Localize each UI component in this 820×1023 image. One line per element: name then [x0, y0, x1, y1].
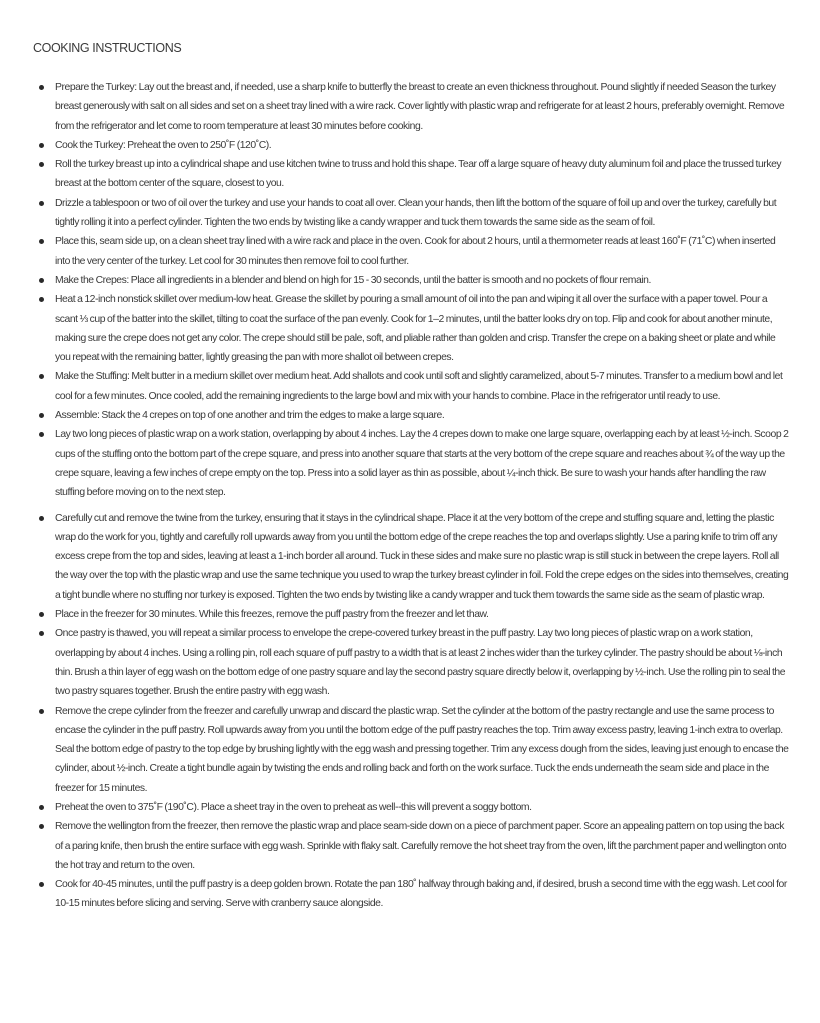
instruction-step: [0, 798, 820, 817]
bullet-icon: [39, 374, 44, 379]
instruction-text: Remove the crepe cylinder from the freezer and carefully unwrap and discard the plastic wrap. Set the cylinder at the bottom of the pastry rectangle and use the same process to encase the cylinder in the puff pastry. Roll upwards away from you until the bottom edge of the puff pastry reaches the top. Trim away excess pastry, leaving 1-inch extra to overlap. Seal the bottom edge of pastry to the top edge by brushing lightly with the egg wash and pressing together. Trim any excess dough from the sides, leaving just enough to encase the cylinder, about ½-inch. Create a tight bundle again by twisting the ends and rolling back and forth on the work surface. Tuck the ends underneath the seam side and place in the freezer for 15 minutes.: [55, 705, 789, 794]
instruction-step: [0, 605, 820, 624]
instruction-text: Once pastry is thawed, you will repeat a similar process to envelope the crepe-covered turkey breast in the puff pastry. Lay two long pieces of plastic wrap on a work station, overlapping by about 4 inches. Using a rolling pin, roll each square of puff pastry to a width that is at least 2 inches wider than the turkey cylinder. The pastry should be about ⅛-inch thin. Brush a thin layer of egg wash on the bottom edge of one pastry square and lay the second pastry square directly below it, overlapping by ½-inch. Use the rolling pin to seal the two pastry squares together. Brush the entire pastry with egg wash.: [55, 628, 786, 698]
instruction-text: Roll the turkey breast up into a cylindrical shape and use kitchen twine to truss and hold this shape. Tear off a large square of heavy duty aluminum foil and place the trussed turkey breast at the bottom center of the square, closest to you.: [55, 159, 782, 190]
instruction-step: [0, 875, 820, 914]
instruction-text: Lay two long pieces of plastic wrap on a work station, overlapping by about 4 inches. Lay the 4 crepes down to make one large square, overlapping each by at least ½-inch. Scoop 2 cups of the stuffing onto the bottom part of the crepe square, and press into another square that starts at the very bottom of the crepe square and reaches about ¾ of the way up the crepe square, leaving a few inches of crepe empty on the top. Press into a solid layer as thin as possible, about ¼-inch thick. Be sure to wash your hands after handling the raw stuffing before moving on to the next step.: [55, 429, 789, 499]
instruction-text: Remove the wellington from the freezer, then remove the plastic wrap and place seam-side down on a piece of parchment paper. Score an appealing pattern on top using the back of a paring knife, then brush the entire surface with egg wash. Sprinkle with flaky salt. Carefully remove the hot sheet tray from the oven, lift the parchment paper and wellington onto the hot tray and return to the oven.: [55, 821, 787, 871]
bullet-icon: [39, 162, 44, 167]
instruction-text: Preheat the oven to 375˚F (190˚C). Place a sheet tray in the oven to preheat as well--this will prevent a soggy bottom.: [55, 801, 532, 813]
instruction-text: Prepare the Turkey: Lay out the breast and, if needed, use a sharp knife to butterfly the breast to create an even thickness throughout. Pound slightly if needed Season the turkey breast generously with salt on all sides and set on a sheet tray lined with a wire rack. Cover lightly with plastic wrap and refrigerate for at least 2 hours, preferably overnight. Remove from the refrigerator and let come to room temperature at least 30 minutes before cooking.: [55, 82, 785, 132]
instruction-step: [0, 817, 820, 875]
instruction-text: Make the Crepes: Place all ingredients in a blender and blend on high for 15 - 30 seconds, until the batter is smooth and no pockets of flour remain.: [55, 274, 651, 286]
instruction-step: [0, 78, 820, 136]
bullet-icon: [39, 85, 44, 90]
instruction-text: Assemble: Stack the 4 crepes on top of one another and trim the edges to make a large square.: [55, 410, 445, 422]
instruction-text: Place this, seam side up, on a clean sheet tray lined with a wire rack and place in the oven. Cook for about 2 hours, until a thermometer reads at least 160˚F (71˚C) when inserted into the very center of the turkey. Let cool for 30 minutes then remove foil to cool further.: [55, 236, 776, 267]
bullet-icon: [39, 516, 44, 521]
instruction-step: [0, 290, 820, 367]
bullet-icon: [39, 201, 44, 206]
bullet-icon: [39, 805, 44, 810]
bullet-icon: [39, 143, 44, 148]
instruction-step: [0, 194, 820, 233]
instruction-step: [0, 702, 820, 798]
bullet-icon: [39, 297, 44, 302]
instruction-text: Make the Stuffing: Melt butter in a medium skillet over medium heat. Add shallots and cook until soft and slightly caramelized, about 5-7 minutes. Transfer to a medium bowl and let cool for a few minutes. Once cooled, add the remaining ingredients to the large bowl and mix with your hands to combine. Place in the refrigerator until ready to use.: [55, 371, 783, 402]
instruction-text: Place in the freezer for 30 minutes. While this freezes, remove the puff pastry from the freezer and let thaw.: [55, 609, 489, 621]
instruction-step: [0, 406, 820, 425]
instruction-step: [0, 509, 820, 605]
bullet-icon: [39, 612, 44, 617]
instruction-step: [0, 425, 820, 502]
bullet-icon: [39, 239, 44, 244]
instruction-step: [0, 232, 820, 271]
instruction-text: Drizzle a tablespoon or two of oil over the turkey and use your hands to coat all over. Clean your hands, then lift the bottom of the square of foil up and over the turkey, carefully but tightly rolling it into a perfect cylinder. Tighten the two ends by twisting like a candy wrapper and tuck them towards the same side as the seam of foil.: [55, 197, 777, 229]
instruction-text: Heat a 12-inch nonstick skillet over medium-low heat. Grease the skillet by pouring a small amount of oil into the pan and wiping it all over the surface with a paper towel. Pour a scant ⅓ cup of the batter into the skillet, tilting to coat the surface of the pan evenly. Cook for 1–2 minutes, until the batter looks dry on top. Flip and cook for about another minute, making sure the crepe does not get any color. The crepe should still be pale, soft, and pliable rather than golden and crisp. Transfer the crepe on a baking sheet or plate and while you repeat with the remaining batter, lightly greasing the pan with more shallot oil between crepes.: [55, 294, 776, 364]
instruction-text: Carefully cut and remove the twine from the turkey, ensuring that it stays in the cylindrical shape. Place it at the very bottom of the crepe and stuffing square and, letting the plastic wrap do the work for you, tightly and carefully roll upwards away from you until the bottom edge of the crepe reaches the top and overlaps slightly. Use a paring knife to trim off any excess crepe from the top and sides, leaving at least a 1-inch border all around. Tuck in these sides and make sure no plastic wrap is still stuck in between the crepe layers. Roll all the way over the top with the plastic wrap and use the same technique you used to wrap the turkey breast cylinder in foil. Fold the crepe edges on the sides into themselves, creating a tight bundle where no stuffing nor turkey is exposed. Tighten the two ends by twisting like a candy wrapper and tuck them towards the same side as the seam of plastic wrap.: [55, 512, 789, 601]
bullet-icon: [39, 631, 44, 636]
instruction-step: [0, 136, 820, 155]
instruction-text: Cook the Turkey: Preheat the oven to 250˚F (120˚C).: [55, 139, 272, 151]
bullet-icon: [39, 278, 44, 283]
bullet-icon: [39, 824, 44, 829]
instruction-step: [0, 155, 820, 194]
bullet-icon: [39, 882, 44, 887]
instruction-text: Cook for 40-45 minutes, until the puff pastry is a deep golden brown. Rotate the pan 180˚ halfway through baking and, if desired, brush a second time with the egg wash. Let cool for 10-15 minutes before slicing and serving. Serve with cranberry sauce alongside.: [55, 879, 787, 910]
bullet-icon: [39, 432, 44, 437]
bullet-icon: [39, 413, 44, 418]
bullet-icon: [39, 709, 44, 714]
instruction-list: [0, 78, 820, 914]
instruction-step: [0, 271, 820, 290]
instruction-step: [0, 367, 820, 406]
instruction-step: [0, 624, 820, 701]
page-title: COOKING INSTRUCTIONS: [33, 41, 182, 55]
